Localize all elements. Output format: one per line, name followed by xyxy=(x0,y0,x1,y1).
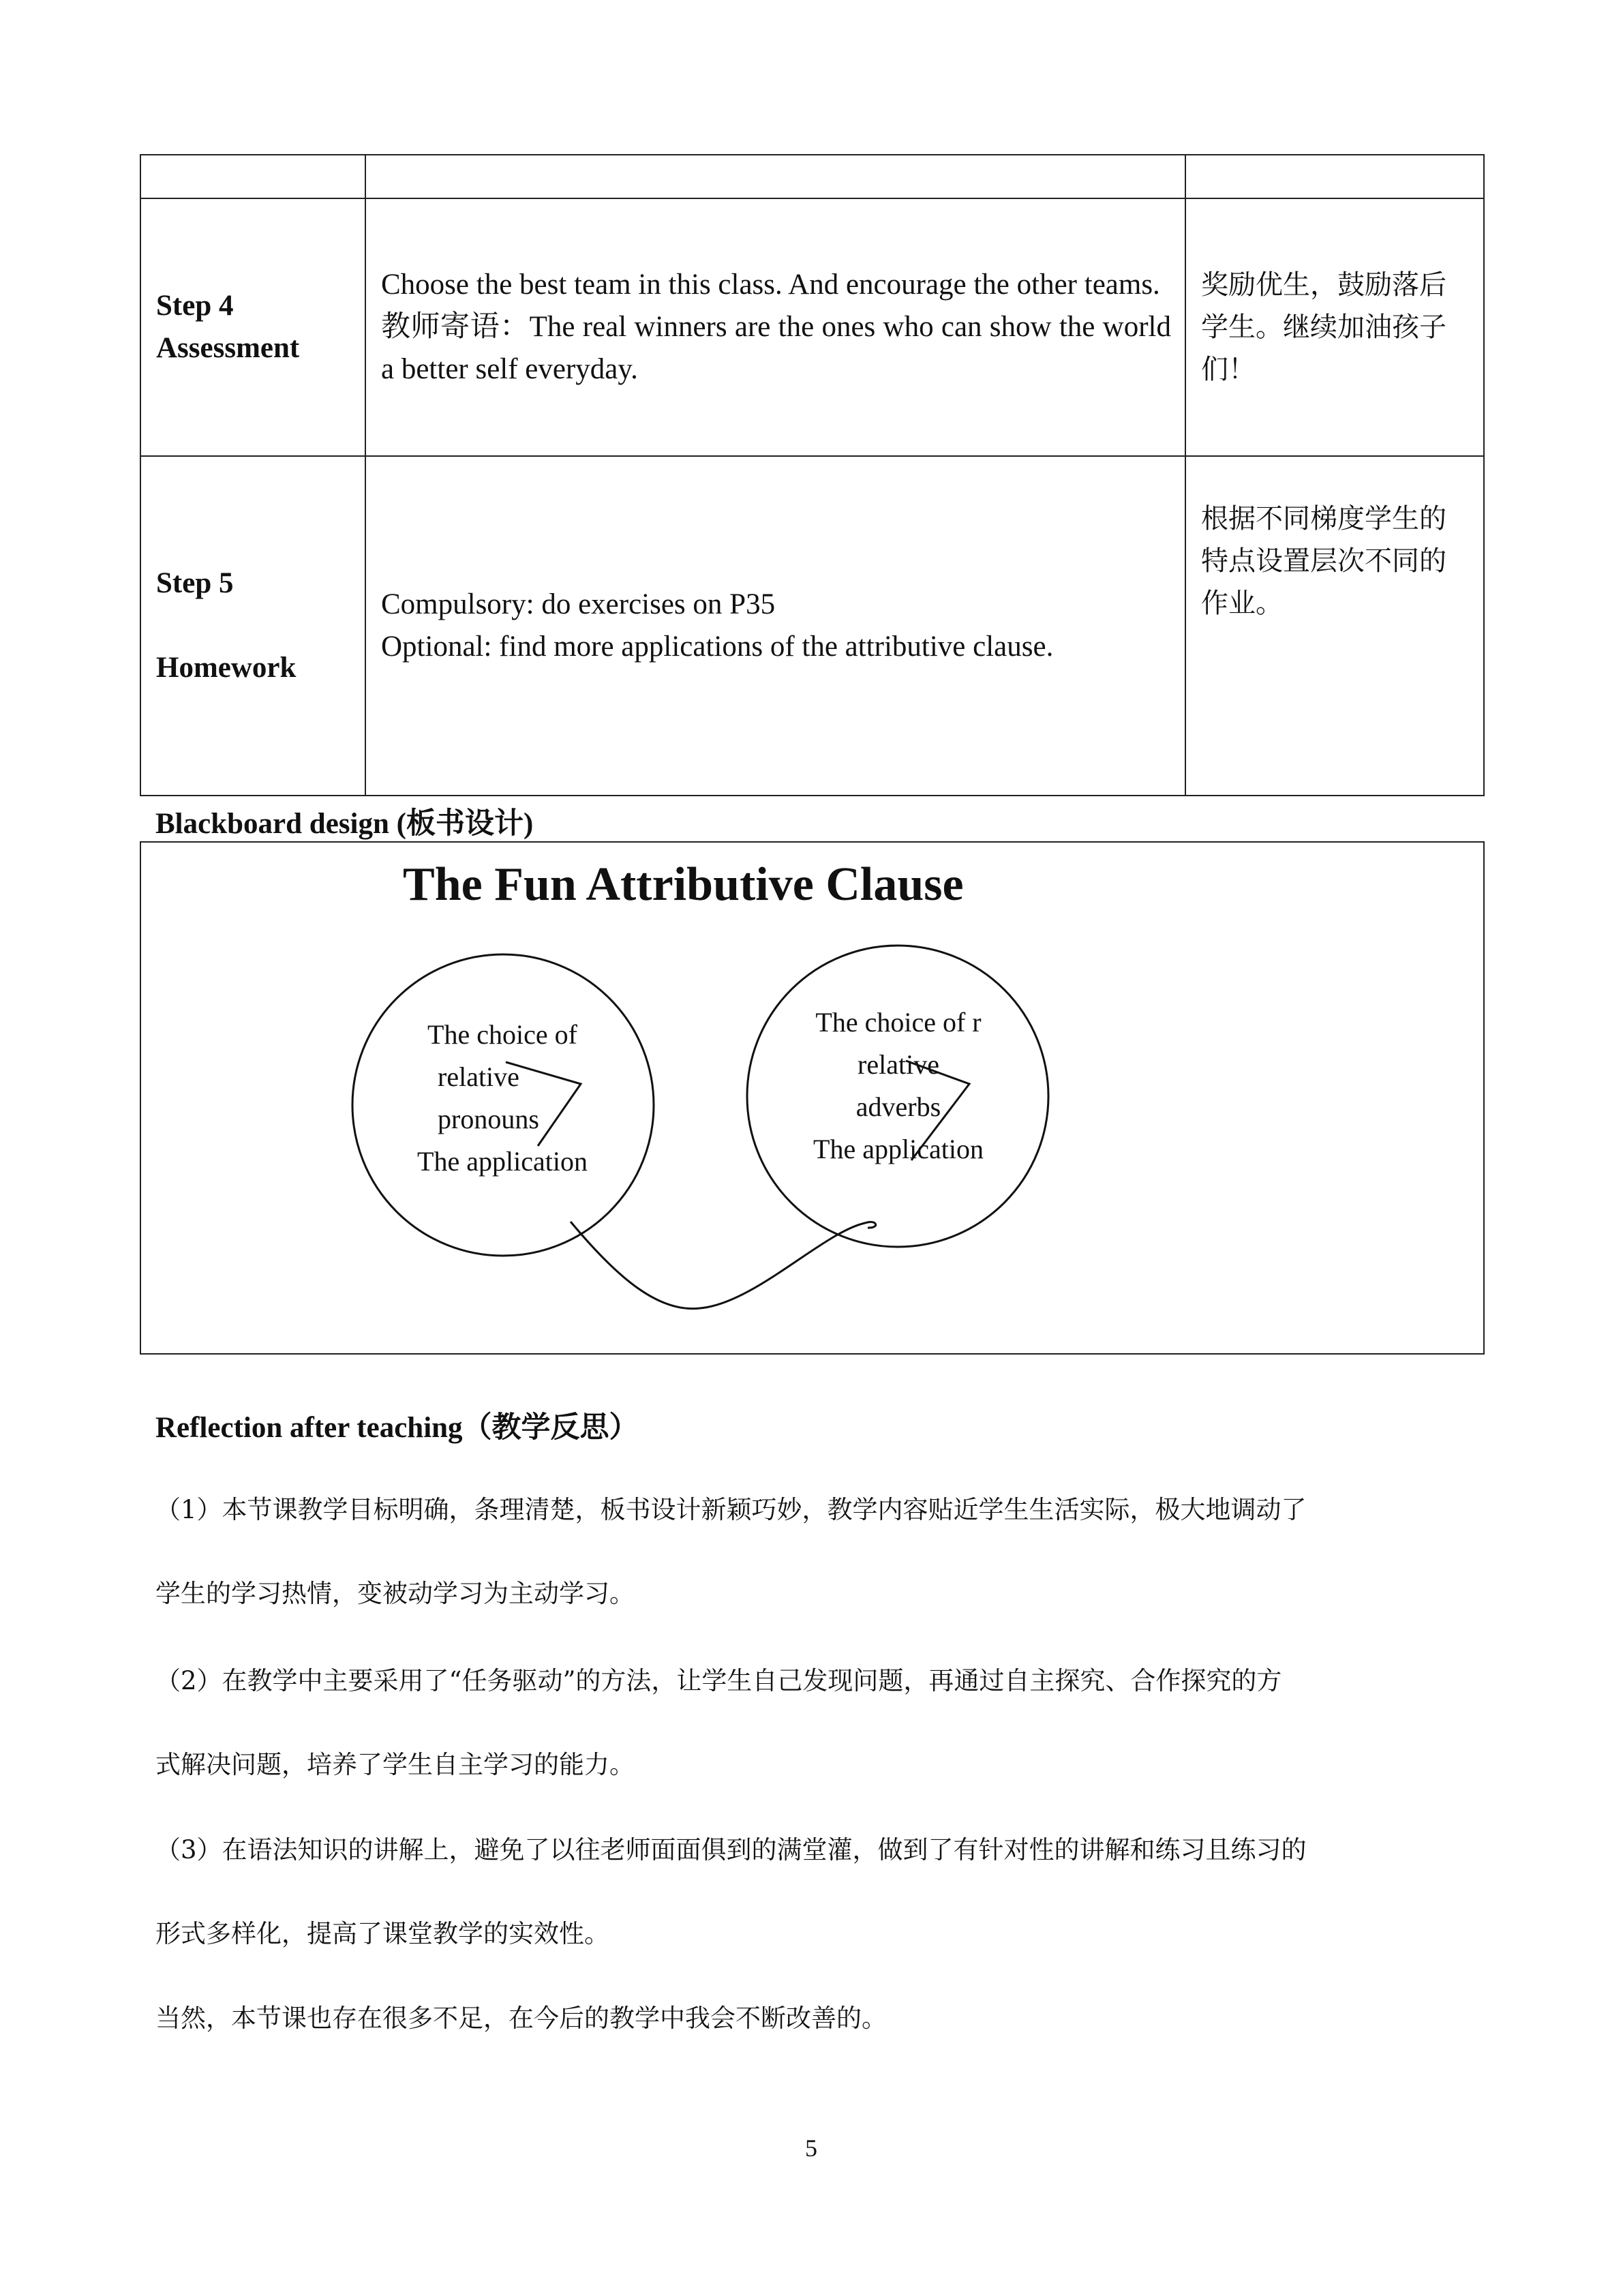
table-cell xyxy=(365,155,1185,198)
step-note: 奖励优生，鼓励落后学生。继续加油孩子们！ xyxy=(1185,198,1484,456)
step-content-line: Optional: find more applications of the attributive clause. xyxy=(381,631,1054,663)
right-circle-line: The choice of r xyxy=(815,1007,982,1038)
reflection-heading: Reflection after teaching（教学反思） xyxy=(155,1412,639,1444)
step-content-line: Compulsory: do exercises on P35 xyxy=(381,588,776,620)
reflection-line: （2）在教学中主要采用了“任务驱动”的方法，让学生自己发现问题，再通过自主探究、合作探究的方 xyxy=(155,1666,1282,1695)
reflection-line: 形式多样化，提高了课堂教学的实效性。 xyxy=(155,1919,609,1948)
connecting-curve xyxy=(571,1222,876,1309)
left-circle-line: pronouns xyxy=(438,1104,539,1134)
reflection-line: 当然，本节课也存在很多不足，在今后的教学中我会不断改善的。 xyxy=(155,2004,887,2033)
blackboard-design xyxy=(140,841,1485,1355)
step-content-line: 教师寄语：The real winners are the ones who can show the world a better self everyday. xyxy=(381,311,1171,385)
blackboard-title: The Fun Attributive Clause xyxy=(403,858,964,911)
reflection-line: （1）本节课教学目标明确，条理清楚，板书设计新颖巧妙，教学内容贴近学生生活实际，极大地调动了 xyxy=(155,1495,1307,1524)
left-circle-text xyxy=(410,1014,594,1183)
lesson-plan-table xyxy=(140,154,1485,796)
step-content xyxy=(365,456,1185,796)
table-cell xyxy=(140,155,365,198)
step-label xyxy=(140,198,365,456)
right-circle-text xyxy=(800,1001,997,1170)
table-row xyxy=(140,155,1484,198)
step-number: Step 4 xyxy=(156,290,234,322)
step-label xyxy=(140,456,365,796)
step-number: Step 5 xyxy=(156,567,234,599)
left-circle-line: The application xyxy=(417,1146,588,1177)
table-cell xyxy=(1185,155,1484,198)
right-circle-line: The application xyxy=(813,1134,984,1164)
step-content-line: Choose the best team in this class. And encourage the other teams. xyxy=(381,269,1160,301)
page-number: 5 xyxy=(805,2134,817,2162)
blackboard-heading: Blackboard design (板书设计) xyxy=(155,808,534,840)
right-circle-line: relative xyxy=(858,1049,939,1080)
reflection-line: （3）在语法知识的讲解上，避免了以往老师面面俱到的满堂灌，做到了有针对性的讲解和练习且练习的 xyxy=(155,1835,1307,1864)
step-title: Assessment xyxy=(156,332,300,364)
reflection-line: 式解决问题，培养了学生自主学习的能力。 xyxy=(155,1750,635,1779)
step-note: 根据不同梯度学生的特点设置层次不同的作业。 xyxy=(1185,456,1484,796)
reflection-line: 学生的学习热情，变被动学习为主动学习。 xyxy=(155,1579,635,1608)
step-title: Homework xyxy=(156,652,297,684)
table-row-step-4 xyxy=(140,198,1484,456)
left-circle-line: relative xyxy=(438,1061,519,1092)
left-circle-line: The choice of xyxy=(427,1019,577,1050)
table-row-step-5 xyxy=(140,456,1484,796)
step-content xyxy=(365,198,1185,456)
right-circle-line: adverbs xyxy=(855,1091,941,1122)
